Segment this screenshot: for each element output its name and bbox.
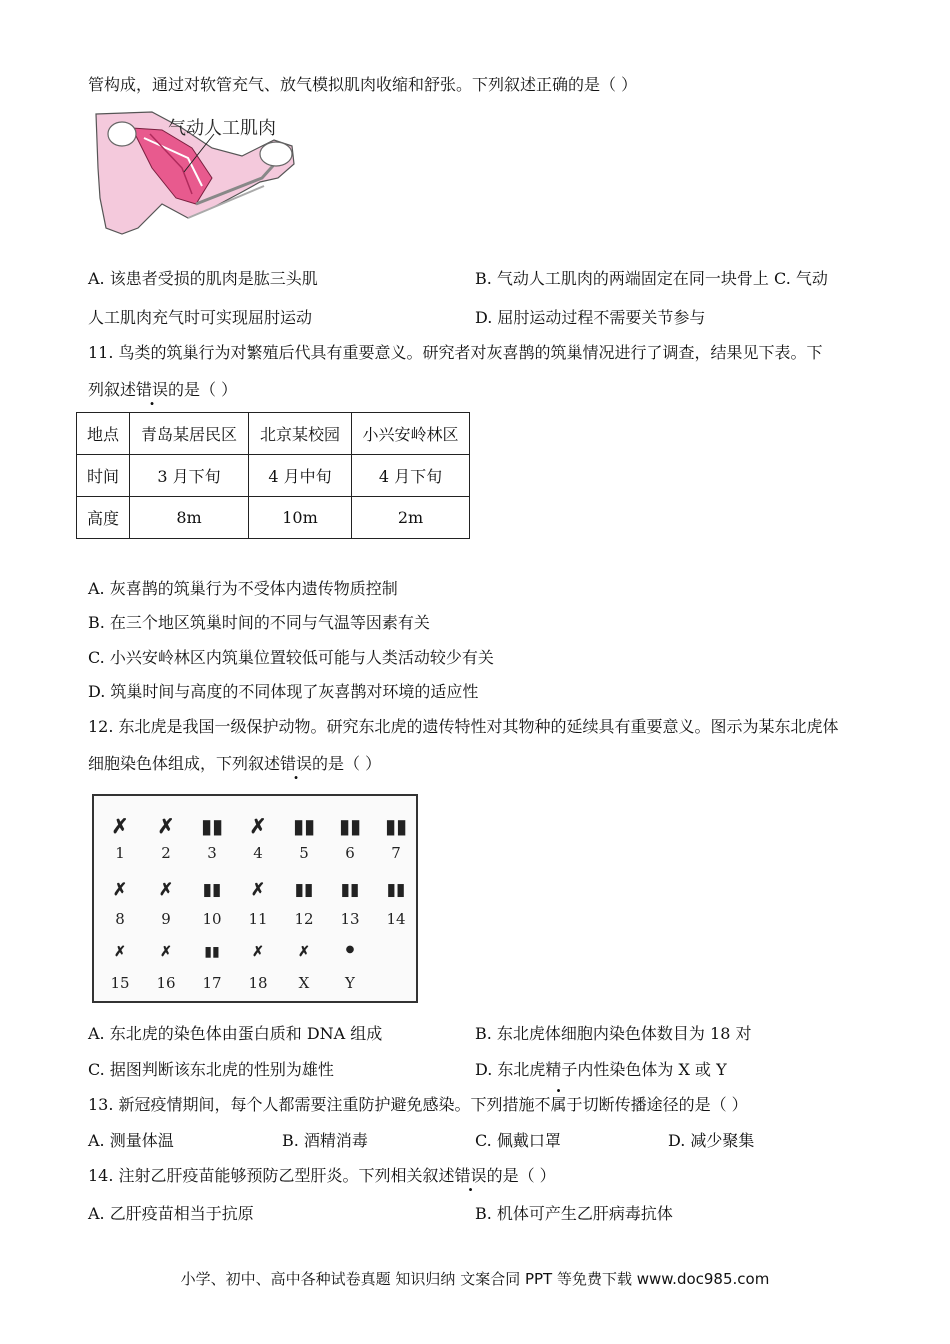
- table-row: [77, 455, 470, 497]
- table-cell: 10m: [249, 497, 352, 539]
- q11-stem-post: 的是（ ）: [168, 380, 238, 399]
- q12-stem-pre: 细胞染色体组成，下列叙述: [88, 754, 281, 773]
- table-row: [77, 413, 470, 455]
- karyotype-figure: [92, 794, 418, 1003]
- table-row: [77, 497, 470, 539]
- q11-stem-emphasis: 错误: [136, 380, 169, 399]
- chromosome-label: 12: [294, 910, 314, 928]
- chromosome-pair-glyph: ▮▮: [340, 880, 360, 900]
- table-cell: 4 月下旬: [352, 455, 470, 497]
- q14-stem-emphasis: 错误: [454, 1166, 487, 1185]
- chromosome-pair-glyph: ●: [345, 944, 355, 955]
- chromosome-pair-glyph: ▮▮: [384, 814, 407, 838]
- q14-stem-post: 的是（ ）: [486, 1166, 556, 1185]
- chromosome-label: 16: [156, 974, 176, 992]
- table-cell: 3 月下旬: [130, 455, 249, 497]
- q11-option-a: A. 灰喜鹊的筑巢行为不受体内遗传物质控制: [88, 579, 398, 598]
- q12-option-c: C. 据图判断该东北虎的性别为雄性: [88, 1060, 334, 1079]
- chromosome-pair-glyph: ✗: [157, 814, 175, 838]
- q13-option-c: C. 佩戴口罩: [475, 1131, 561, 1150]
- q13-stem-pre: 13. 新冠疫情期间，每个人都需要注重防护避免感染。下列措施: [88, 1095, 535, 1114]
- chromosome-label: 17: [202, 974, 222, 992]
- q12-option-b: B. 东北虎体细胞内染色体数目为 18 对: [475, 1024, 752, 1043]
- table-cell: 高度: [77, 497, 130, 539]
- chromosome-label: 5: [299, 844, 309, 862]
- chromosome-label: X: [298, 974, 310, 992]
- chromosome-label: 10: [202, 910, 222, 928]
- chromosome-label: 11: [248, 910, 268, 928]
- chromosome-label: 18: [248, 974, 268, 992]
- q11-stem-pre: 列叙述: [88, 380, 137, 399]
- table-cell: 4 月中旬: [249, 455, 352, 497]
- q10-option-a: A. 该患者受损的肌肉是肱三头肌: [88, 269, 318, 288]
- q10-option-c-tail: 人工肌肉充气时可实现屈肘运动: [88, 308, 313, 327]
- q13-option-b: B. 酒精消毒: [282, 1131, 368, 1150]
- q11-option-c: C. 小兴安岭林区内筑巢位置较低可能与人类活动较少有关: [88, 648, 494, 667]
- chromosome-label: 13: [340, 910, 360, 928]
- chromosome-pair-glyph: ✗: [250, 880, 266, 900]
- q10-option-d: D. 屈肘运动过程不需要关节参与: [475, 308, 706, 327]
- q12-stem-line2: [88, 753, 381, 775]
- page-footer: 小学、初中、高中各种试卷真题 知识归纳 文案合同 PPT 等免费下载 www.doc985.com: [180, 1270, 770, 1288]
- q11-option-d: D. 筑巢时间与高度的不同体现了灰喜鹊对环境的适应性: [88, 682, 479, 701]
- table-cell: 8m: [130, 497, 249, 539]
- chromosome-label: 15: [110, 974, 130, 992]
- chromosome-pair-glyph: ▮▮: [294, 880, 314, 900]
- table-cell: 地点: [77, 413, 130, 455]
- table-cell: 2m: [352, 497, 470, 539]
- chromosome-pair-glyph: ✗: [114, 944, 126, 960]
- table-cell: 时间: [77, 455, 130, 497]
- chromosome-label: 6: [345, 844, 355, 862]
- chromosome-pair-glyph: ✗: [252, 944, 264, 960]
- chromosome-pair-glyph: ✗: [249, 814, 267, 838]
- chromosome-pair-glyph: ✗: [111, 814, 129, 838]
- arm-muscle-figure: [92, 108, 307, 238]
- chromosome-pair-glyph: ▮▮: [200, 814, 223, 838]
- chromosome-label: 1: [115, 844, 125, 862]
- q12-stem-post: 的是（ ）: [312, 754, 382, 773]
- nest-survey-table: [76, 412, 470, 539]
- chromosome-pair-glyph: ▮▮: [338, 814, 361, 838]
- q13-option-a: A. 测量体温: [88, 1131, 174, 1150]
- chromosome-label: 8: [115, 910, 125, 928]
- q10-option-b-c: B. 气动人工肌肉的两端固定在同一块骨上 C. 气动: [475, 269, 828, 288]
- chromosome-pair-glyph: ▮▮: [202, 880, 222, 900]
- q14-option-a: A. 乙肝疫苗相当于抗原: [88, 1204, 254, 1223]
- q12-stem-emphasis: 错误: [280, 754, 313, 773]
- table-cell: 青岛某居民区: [130, 413, 249, 455]
- chromosome-pair-glyph: ▮▮: [386, 880, 406, 900]
- chromosome-label: 2: [161, 844, 171, 862]
- chromosome-label: 3: [207, 844, 217, 862]
- q13-option-d: D. 减少聚集: [668, 1131, 755, 1150]
- q13-stem-post: 切断传播途径的是（ ）: [582, 1095, 748, 1114]
- chromosome-label: 7: [391, 844, 401, 862]
- q10-stem-tail: 管构成，通过对软管充气、放气模拟肌肉收缩和舒张。下列叙述正确的是（ ）: [88, 75, 638, 94]
- q11-option-b: B. 在三个地区筑巢时间的不同与气温等因素有关: [88, 613, 430, 632]
- table-cell: 小兴安岭林区: [352, 413, 470, 455]
- q12-stem-line1: 12. 东北虎是我国一级保护动物。研究东北虎的遗传特性对其物种的延续具有重要意义。图示为某东北虎体: [88, 717, 839, 736]
- chromosome-pair-glyph: ✗: [112, 880, 128, 900]
- q12-option-a: A. 东北虎的染色体由蛋白质和 DNA 组成: [88, 1024, 383, 1043]
- q11-stem-line2: [88, 379, 237, 401]
- chromosome-pair-glyph: ✗: [160, 944, 172, 960]
- chromosome-pair-glyph: ▮▮: [292, 814, 315, 838]
- q14-stem: [88, 1165, 556, 1187]
- q13-stem-emphasis: 不属于: [534, 1095, 583, 1114]
- table-cell: 北京某校园: [249, 413, 352, 455]
- q14-option-b: B. 机体可产生乙肝病毒抗体: [475, 1204, 673, 1223]
- q13-stem: [88, 1094, 748, 1116]
- chromosome-label: 14: [386, 910, 406, 928]
- q11-stem-line1: 11. 鸟类的筑巢行为对繁殖后代具有重要意义。研究者对灰喜鹊的筑巢情况进行了调查，结果见下表。下: [88, 343, 823, 362]
- chromosome-pair-glyph: ✗: [298, 944, 310, 960]
- q12-option-d: D. 东北虎精子内性染色体为 X 或 Y: [475, 1060, 727, 1079]
- chromosome-label: 9: [161, 910, 171, 928]
- chromosome-pair-glyph: ✗: [158, 880, 174, 900]
- chromosome-pair-glyph: ▮▮: [204, 944, 220, 960]
- figure-label: 气动人工肌肉: [168, 118, 276, 139]
- chromosome-label: Y: [345, 974, 355, 992]
- q14-stem-pre: 14. 注射乙肝疫苗能够预防乙型肝炎。下列相关叙述: [88, 1166, 455, 1185]
- chromosome-label: 4: [253, 844, 263, 862]
